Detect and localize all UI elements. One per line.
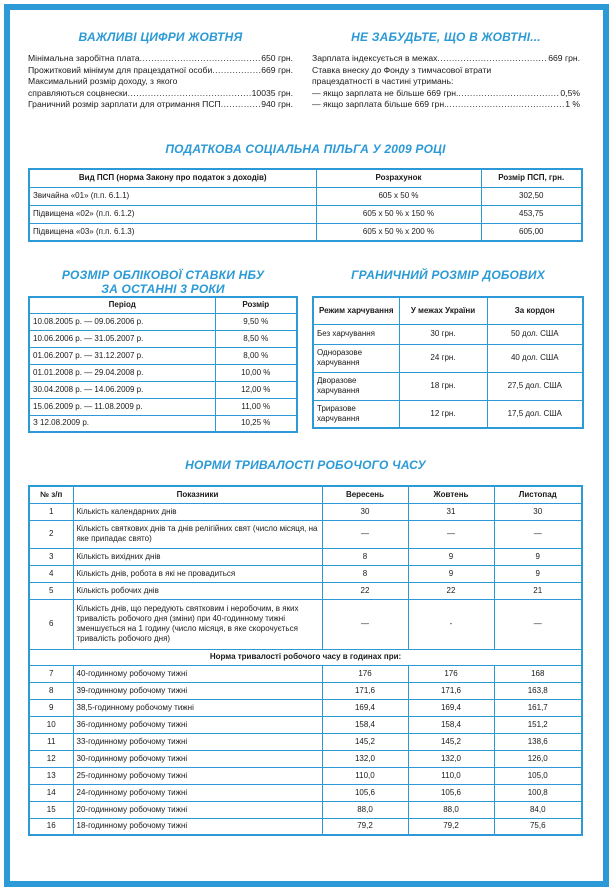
reminder-label: Зарплата індексується в межах [312,53,438,63]
work-time-table [28,485,583,836]
work-time-cell: 4 [29,565,73,582]
work-time-cell: 6 [29,599,73,649]
work-time-cell: 100,8 [494,784,582,801]
work-time-cell: 176 [408,665,494,682]
work-time-cell: 11 [29,733,73,750]
key-figures-list [28,53,293,111]
work-time-cell: 158,4 [322,716,408,733]
psp-header: Розмір ПСП, грн. [481,169,582,187]
psp-cell: 302,50 [481,187,582,205]
work-time-cell: 161,7 [494,699,582,716]
work-time-cell: 24-годинному робочому тижні [73,784,322,801]
work-time-cell: 88,0 [322,801,408,818]
work-time-header: Вересень [322,486,408,503]
work-time-title: НОРМИ ТРИВАЛОСТІ РОБОЧОГО ЧАСУ [185,458,426,472]
key-figure-row [28,99,293,111]
work-time-cell: 105,6 [322,784,408,801]
per-diem-cell: Дворазове харчування [313,372,399,400]
reminder-row [312,88,580,100]
reminder-value: 0,5% [560,87,580,98]
work-time-cell: 10 [29,716,73,733]
key-figure-row [28,76,293,88]
reminder-value: 1 % [565,99,580,109]
work-time-cell: Кількість календарних днів [73,503,322,520]
work-time-cell: 145,2 [322,733,408,750]
per-diem-cell: 27,5 дол. США [487,372,583,400]
work-time-cell: 75,6 [494,818,582,835]
work-time-cell: 110,0 [408,767,494,784]
key-figure-label: справляються соцвнески [28,87,128,98]
key-figure-value: 669 грн. [261,64,293,75]
key-figure-value: 940 грн. [261,99,293,109]
work-time-cell: — [494,599,582,649]
psp-table [28,168,583,242]
key-figure-row [28,65,293,77]
reminder-row [312,53,580,65]
per-diem-cell: Одноразове харчування [313,344,399,372]
reminder-row [312,99,580,111]
work-time-cell: 169,4 [408,699,494,716]
per-diem-header: Режим харчування [313,297,399,324]
nbu-cell: З 12.08.2009 р. [29,415,215,432]
work-time-cell: 18-годинному робочому тижні [73,818,322,835]
work-time-cell: 79,2 [408,818,494,835]
work-time-header: № з/п [29,486,73,503]
nbu-cell: 10,25 % [215,415,297,432]
reminder-label: — якщо зарплата не більше 669 грн. [312,87,459,98]
work-time-cell: 16 [29,818,73,835]
work-time-cell: 145,2 [408,733,494,750]
work-time-cell: 3 [29,548,73,565]
key-figure-row [28,53,293,65]
work-time-header: Жовтень [408,486,494,503]
per-diem-header: За кордон [487,297,583,324]
psp-cell: Підвищена «02» (п.п. 6.1.2) [29,205,316,223]
key-figure-label: Максимальний розмір доходу, з якого [28,76,178,86]
work-time-cell: 8 [322,548,408,565]
work-time-cell: 2 [29,520,73,548]
per-diem-cell: 24 грн. [399,344,487,372]
work-time-cell: 5 [29,582,73,599]
key-figure-row [28,88,293,100]
work-time-cell: 171,6 [408,682,494,699]
reminder-label: — якщо зарплата більше 669 грн. [312,99,447,109]
work-time-cell: 79,2 [322,818,408,835]
work-time-cell: 30-годинному робочому тижні [73,750,322,767]
work-time-cell: 132,0 [322,750,408,767]
per-diem-cell: Без харчування [313,324,399,344]
work-time-cell: 38,5-годинному робочому тижні [73,699,322,716]
work-time-cell: 8 [322,565,408,582]
work-time-header: Листопад [494,486,582,503]
psp-cell: 605 x 50 % x 150 % [316,205,481,223]
work-time-cell: 132,0 [408,750,494,767]
work-time-cell: 12 [29,750,73,767]
per-diem-title: ГРАНИЧНИЙ РОЗМІР ДОБОВИХ [351,268,545,282]
work-time-cell: — [494,520,582,548]
work-time-cell: 30 [322,503,408,520]
work-time-cell: — [322,599,408,649]
work-time-cell: 163,8 [494,682,582,699]
nbu-header: Період [29,297,215,313]
reminder-value: 669 грн. [548,53,580,63]
reminder-label: працездатності в частині утримань: [312,76,454,86]
psp-cell: 605 x 50 % x 200 % [316,223,481,241]
nbu-title [28,268,298,296]
work-time-cell: 8 [29,682,73,699]
psp-cell: 605,00 [481,223,582,241]
work-time-cell: 39-годинному робочому тижні [73,682,322,699]
key-figure-label: Граничний розмір зарплати для отримання ПСП [28,99,221,109]
per-diem-cell: 40 дол. США [487,344,583,372]
per-diem-cell: 17,5 дол. США [487,400,583,428]
work-time-header: Показники [73,486,322,503]
work-time-cell: 171,6 [322,682,408,699]
psp-header: Вид ПСП (норма Закону про податок з доходів) [29,169,316,187]
nbu-cell: 15.06.2009 р. — 11.08.2009 р. [29,398,215,415]
work-time-subheader: Норма тривалості робочого часу в годинах при: [29,649,582,665]
work-time-cell: 15 [29,801,73,818]
work-time-cell: 9 [494,548,582,565]
reminder-row [312,65,580,77]
reminder-row [312,76,580,88]
work-time-cell: 33-годинному робочому тижні [73,733,322,750]
work-time-cell: 9 [494,565,582,582]
nbu-title-line2: ЗА ОСТАННІ 3 РОКИ [101,282,225,296]
work-time-cell: 25-годинному робочому тижні [73,767,322,784]
key-figure-value: 650 грн. [261,53,293,63]
key-figure-label: Мінімальна заробітна плата [28,53,140,63]
per-diem-table [312,296,584,429]
work-time-cell: 88,0 [408,801,494,818]
nbu-table [28,296,298,433]
work-time-cell: 31 [408,503,494,520]
work-time-cell: 40-годинному робочому тижні [73,665,322,682]
reminders-title: НЕ ЗАБУДЬТЕ, ЩО В ЖОВТНІ... [351,30,541,44]
per-diem-cell: Триразове харчування [313,400,399,428]
work-time-cell: 21 [494,582,582,599]
psp-cell: 453,75 [481,205,582,223]
psp-cell: 605 x 50 % [316,187,481,205]
nbu-cell: 01.06.2007 р. — 31.12.2007 р. [29,347,215,364]
key-figure-label: Прожитковий мінімум для працездатної особи [28,64,213,75]
nbu-cell: 11,00 % [215,398,297,415]
work-time-cell: 151,2 [494,716,582,733]
per-diem-cell: 12 грн. [399,400,487,428]
nbu-cell: 01.01.2008 р. — 29.04.2008 р. [29,364,215,381]
work-time-cell: Кількість святкових днів та днів релігійних свят (число місяця, на яке припадає свято) [73,520,322,548]
work-time-cell: 138,6 [494,733,582,750]
work-time-cell: 1 [29,503,73,520]
work-time-cell: 110,0 [322,767,408,784]
psp-title: ПОДАТКОВА СОЦІАЛЬНА ПІЛЬГА У 2009 РОЦІ [165,142,446,156]
work-time-cell: 9 [408,565,494,582]
work-time-cell: 9 [408,548,494,565]
nbu-cell: 30.04.2008 р. — 14.06.2009 р. [29,381,215,398]
work-time-cell: 169,4 [322,699,408,716]
key-figure-value: 10035 грн. [251,87,293,98]
work-time-cell: Кількість робочих днів [73,582,322,599]
key-figures-title: ВАЖЛИВІ ЦИФРИ ЖОВТНЯ [78,30,243,44]
psp-header: Розрахунок [316,169,481,187]
nbu-cell: 8,50 % [215,330,297,347]
per-diem-cell: 50 дол. США [487,324,583,344]
work-time-cell: 158,4 [408,716,494,733]
work-time-cell: 22 [322,582,408,599]
work-time-cell: Кількість днів, що передують святковим і неробочим, в яких тривалість робочого дня (зміни) при 40-годинному тижні зменшується на 1 годину (число місяця, в яке скорочується тривалість робочого дня) [73,599,322,649]
nbu-cell: 10.06.2006 р. — 31.05.2007 р. [29,330,215,347]
work-time-cell: Кількість вихідних днів [73,548,322,565]
nbu-title-line1: РОЗМІР ОБЛІКОВОЇ СТАВКИ НБУ [61,268,265,282]
work-time-cell: - [408,599,494,649]
work-time-cell: Кількість днів, робота в які не провадиться [73,565,322,582]
psp-cell: Підвищена «03» (п.п. 6.1.3) [29,223,316,241]
work-time-cell: 84,0 [494,801,582,818]
per-diem-header: У межах України [399,297,487,324]
nbu-cell: 9,50 % [215,313,297,330]
per-diem-cell: 30 грн. [399,324,487,344]
work-time-cell: 105,0 [494,767,582,784]
per-diem-cell: 18 грн. [399,372,487,400]
work-time-cell: 126,0 [494,750,582,767]
work-time-cell: 14 [29,784,73,801]
psp-cell: Звичайна «01» (п.п. 6.1.1) [29,187,316,205]
work-time-cell: 176 [322,665,408,682]
work-time-cell: 30 [494,503,582,520]
reminder-label: Ставка внеску до Фонду з тимчасової втрати [312,64,492,75]
work-time-cell: 36-годинному робочому тижні [73,716,322,733]
work-time-cell: 105,6 [408,784,494,801]
nbu-cell: 10.08.2005 р. — 09.06.2006 р. [29,313,215,330]
work-time-cell: 13 [29,767,73,784]
reminders-list [312,53,580,111]
work-time-cell: 7 [29,665,73,682]
nbu-cell: 12,00 % [215,381,297,398]
work-time-cell: — [322,520,408,548]
nbu-header: Розмір [215,297,297,313]
work-time-cell: 22 [408,582,494,599]
nbu-cell: 10,00 % [215,364,297,381]
nbu-cell: 8,00 % [215,347,297,364]
work-time-cell: 168 [494,665,582,682]
work-time-cell: — [408,520,494,548]
work-time-cell: 9 [29,699,73,716]
work-time-cell: 20-годинному робочому тижні [73,801,322,818]
